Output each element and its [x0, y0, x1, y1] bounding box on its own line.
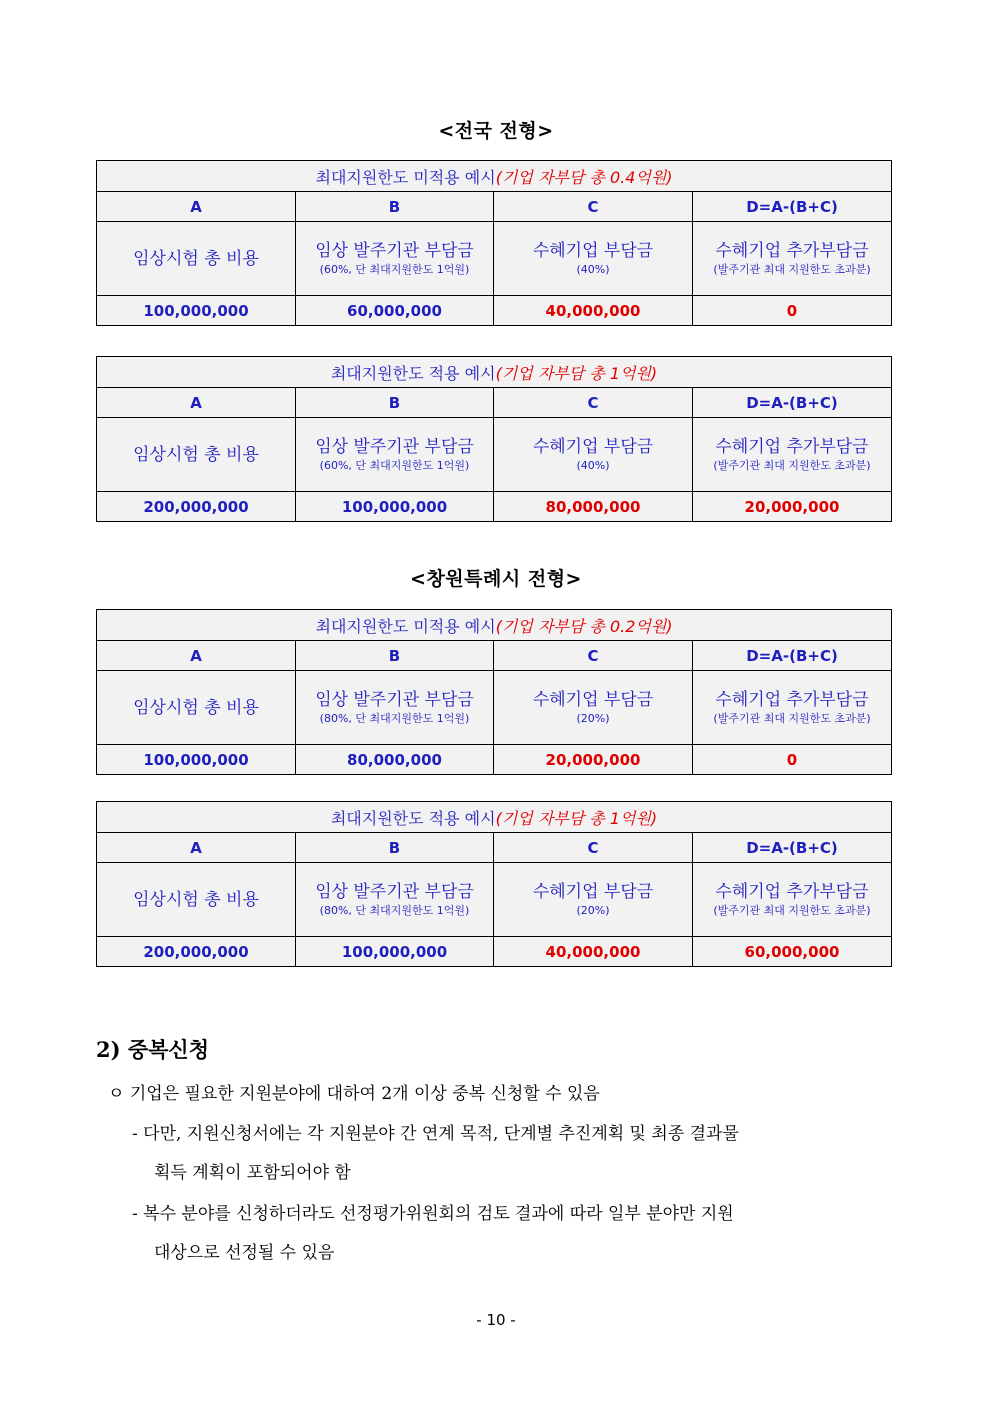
value-a: 100,000,000: [97, 745, 296, 775]
value-a: 200,000,000: [97, 937, 296, 967]
column-header-a: A: [97, 641, 296, 671]
sub-item-2-line1: - 복수 분야를 신청하더라도 선정평가위원회의 검토 결과에 따라 일부 분야만 지원: [132, 1204, 734, 1224]
desc-c-sub: (40%): [576, 459, 610, 472]
value-c: 80,000,000: [494, 492, 693, 522]
caption-note: (기업 자부담 총 1억원): [495, 363, 658, 383]
desc-cell-b: [296, 418, 494, 492]
desc-d-sub: (발주기관 최대 지원한도 초과분): [713, 263, 871, 276]
column-header-a: A: [97, 192, 296, 222]
desc-cell-a: [97, 222, 296, 296]
column-header-d: D=A-(B+C): [693, 641, 892, 671]
value-c: 20,000,000: [494, 745, 693, 775]
column-header-c: C: [494, 192, 693, 222]
desc-cell-d: [693, 671, 892, 745]
desc-c: 수혜기업 부담금: [532, 882, 654, 902]
desc-cell-a: [97, 863, 296, 937]
section-title-national: <전국 전형>: [438, 120, 554, 142]
value-d: 20,000,000: [693, 492, 892, 522]
desc-cell-d: [693, 863, 892, 937]
desc-c-sub: (20%): [576, 904, 610, 917]
desc-a: 임상시험 총 비용: [133, 248, 259, 269]
column-header-a: A: [97, 833, 296, 863]
desc-c: 수혜기업 부담금: [532, 690, 654, 710]
desc-cell-b: [296, 671, 494, 745]
desc-d: 수혜기업 추가부담금: [715, 241, 869, 261]
funding-table: [96, 160, 892, 326]
desc-cell-b: [296, 222, 494, 296]
caption-main: 최대지원한도 적용 예시: [330, 808, 496, 828]
value-b: 100,000,000: [296, 492, 494, 522]
desc-d-sub: (발주기관 최대 지원한도 초과분): [713, 459, 871, 472]
value-c: 40,000,000: [494, 937, 693, 967]
desc-b-sub: (60%, 단 최대지원한도 1억원): [319, 263, 470, 276]
caption-note: (기업 자부담 총 0.2억원): [495, 616, 673, 636]
funding-table: [96, 801, 892, 967]
desc-cell-c: [494, 863, 693, 937]
column-header-d: D=A-(B+C): [693, 388, 892, 418]
desc-d: 수혜기업 추가부담금: [715, 437, 869, 457]
value-d: 0: [693, 296, 892, 326]
column-header-b: B: [296, 192, 494, 222]
desc-cell-d: [693, 222, 892, 296]
column-header-c: C: [494, 641, 693, 671]
desc-cell-a: [97, 418, 296, 492]
desc-b-sub: (80%, 단 최대지원한도 1억원): [319, 904, 470, 917]
desc-d-sub: (발주기관 최대 지원한도 초과분): [713, 904, 871, 917]
sub-item-2-line2: 대상으로 선정될 수 있음: [154, 1243, 335, 1263]
value-d: 0: [693, 745, 892, 775]
desc-d: 수혜기업 추가부담금: [715, 882, 869, 902]
value-d: 60,000,000: [693, 937, 892, 967]
desc-cell-c: [494, 418, 693, 492]
sub-item-1-line2: 획득 계획이 포함되어야 함: [154, 1163, 351, 1183]
section-title-changwon: <창원특례시 전형>: [410, 568, 582, 590]
desc-b: 임상 발주기관 부담금: [315, 241, 474, 261]
table-caption: [97, 802, 892, 833]
funding-table: [96, 356, 892, 522]
desc-b-sub: (60%, 단 최대지원한도 1억원): [319, 459, 470, 472]
value-c: 40,000,000: [494, 296, 693, 326]
desc-b: 임상 발주기관 부담금: [315, 690, 474, 710]
desc-c-sub: (20%): [576, 712, 610, 725]
column-header-d: D=A-(B+C): [693, 833, 892, 863]
caption-note: (기업 자부담 총 1억원): [495, 808, 658, 828]
desc-c: 수혜기업 부담금: [532, 437, 654, 457]
value-b: 60,000,000: [296, 296, 494, 326]
desc-c-sub: (40%): [576, 263, 610, 276]
sub-item-1-line1: - 다만, 지원신청서에는 각 지원분야 간 연계 목적, 단계별 추진계획 및 최종 결과물: [132, 1124, 739, 1144]
value-a: 200,000,000: [97, 492, 296, 522]
value-b: 100,000,000: [296, 937, 494, 967]
desc-b-sub: (80%, 단 최대지원한도 1억원): [319, 712, 470, 725]
funding-table: [96, 609, 892, 775]
desc-cell-d: [693, 418, 892, 492]
desc-c: 수혜기업 부담금: [532, 241, 654, 261]
value-b: 80,000,000: [296, 745, 494, 775]
column-header-d: D=A-(B+C): [693, 192, 892, 222]
table-caption: [97, 161, 892, 192]
column-header-b: B: [296, 833, 494, 863]
table-caption: [97, 357, 892, 388]
value-a: 100,000,000: [97, 296, 296, 326]
desc-d-sub: (발주기관 최대 지원한도 초과분): [713, 712, 871, 725]
desc-cell-a: [97, 671, 296, 745]
column-header-c: C: [494, 833, 693, 863]
desc-d: 수혜기업 추가부담금: [715, 690, 869, 710]
desc-b: 임상 발주기관 부담금: [315, 882, 474, 902]
bullet-duplicate: ㅇ 기업은 필요한 지원분야에 대하여 2개 이상 중복 신청할 수 있음: [108, 1084, 600, 1104]
caption-main: 최대지원한도 미적용 예시: [315, 167, 496, 187]
page-number: - 10 -: [476, 1311, 516, 1329]
desc-a: 임상시험 총 비용: [133, 889, 259, 910]
desc-cell-c: [494, 222, 693, 296]
table-caption: [97, 610, 892, 641]
desc-b: 임상 발주기관 부담금: [315, 437, 474, 457]
desc-a: 임상시험 총 비용: [133, 444, 259, 465]
desc-cell-b: [296, 863, 494, 937]
caption-main: 최대지원한도 적용 예시: [330, 363, 496, 383]
column-header-b: B: [296, 641, 494, 671]
duplicate-application-heading: 2) 중복신청: [96, 1037, 210, 1062]
desc-cell-c: [494, 671, 693, 745]
desc-a: 임상시험 총 비용: [133, 697, 259, 718]
column-header-c: C: [494, 388, 693, 418]
caption-note: (기업 자부담 총 0.4억원): [495, 167, 673, 187]
caption-main: 최대지원한도 미적용 예시: [315, 616, 496, 636]
column-header-b: B: [296, 388, 494, 418]
column-header-a: A: [97, 388, 296, 418]
